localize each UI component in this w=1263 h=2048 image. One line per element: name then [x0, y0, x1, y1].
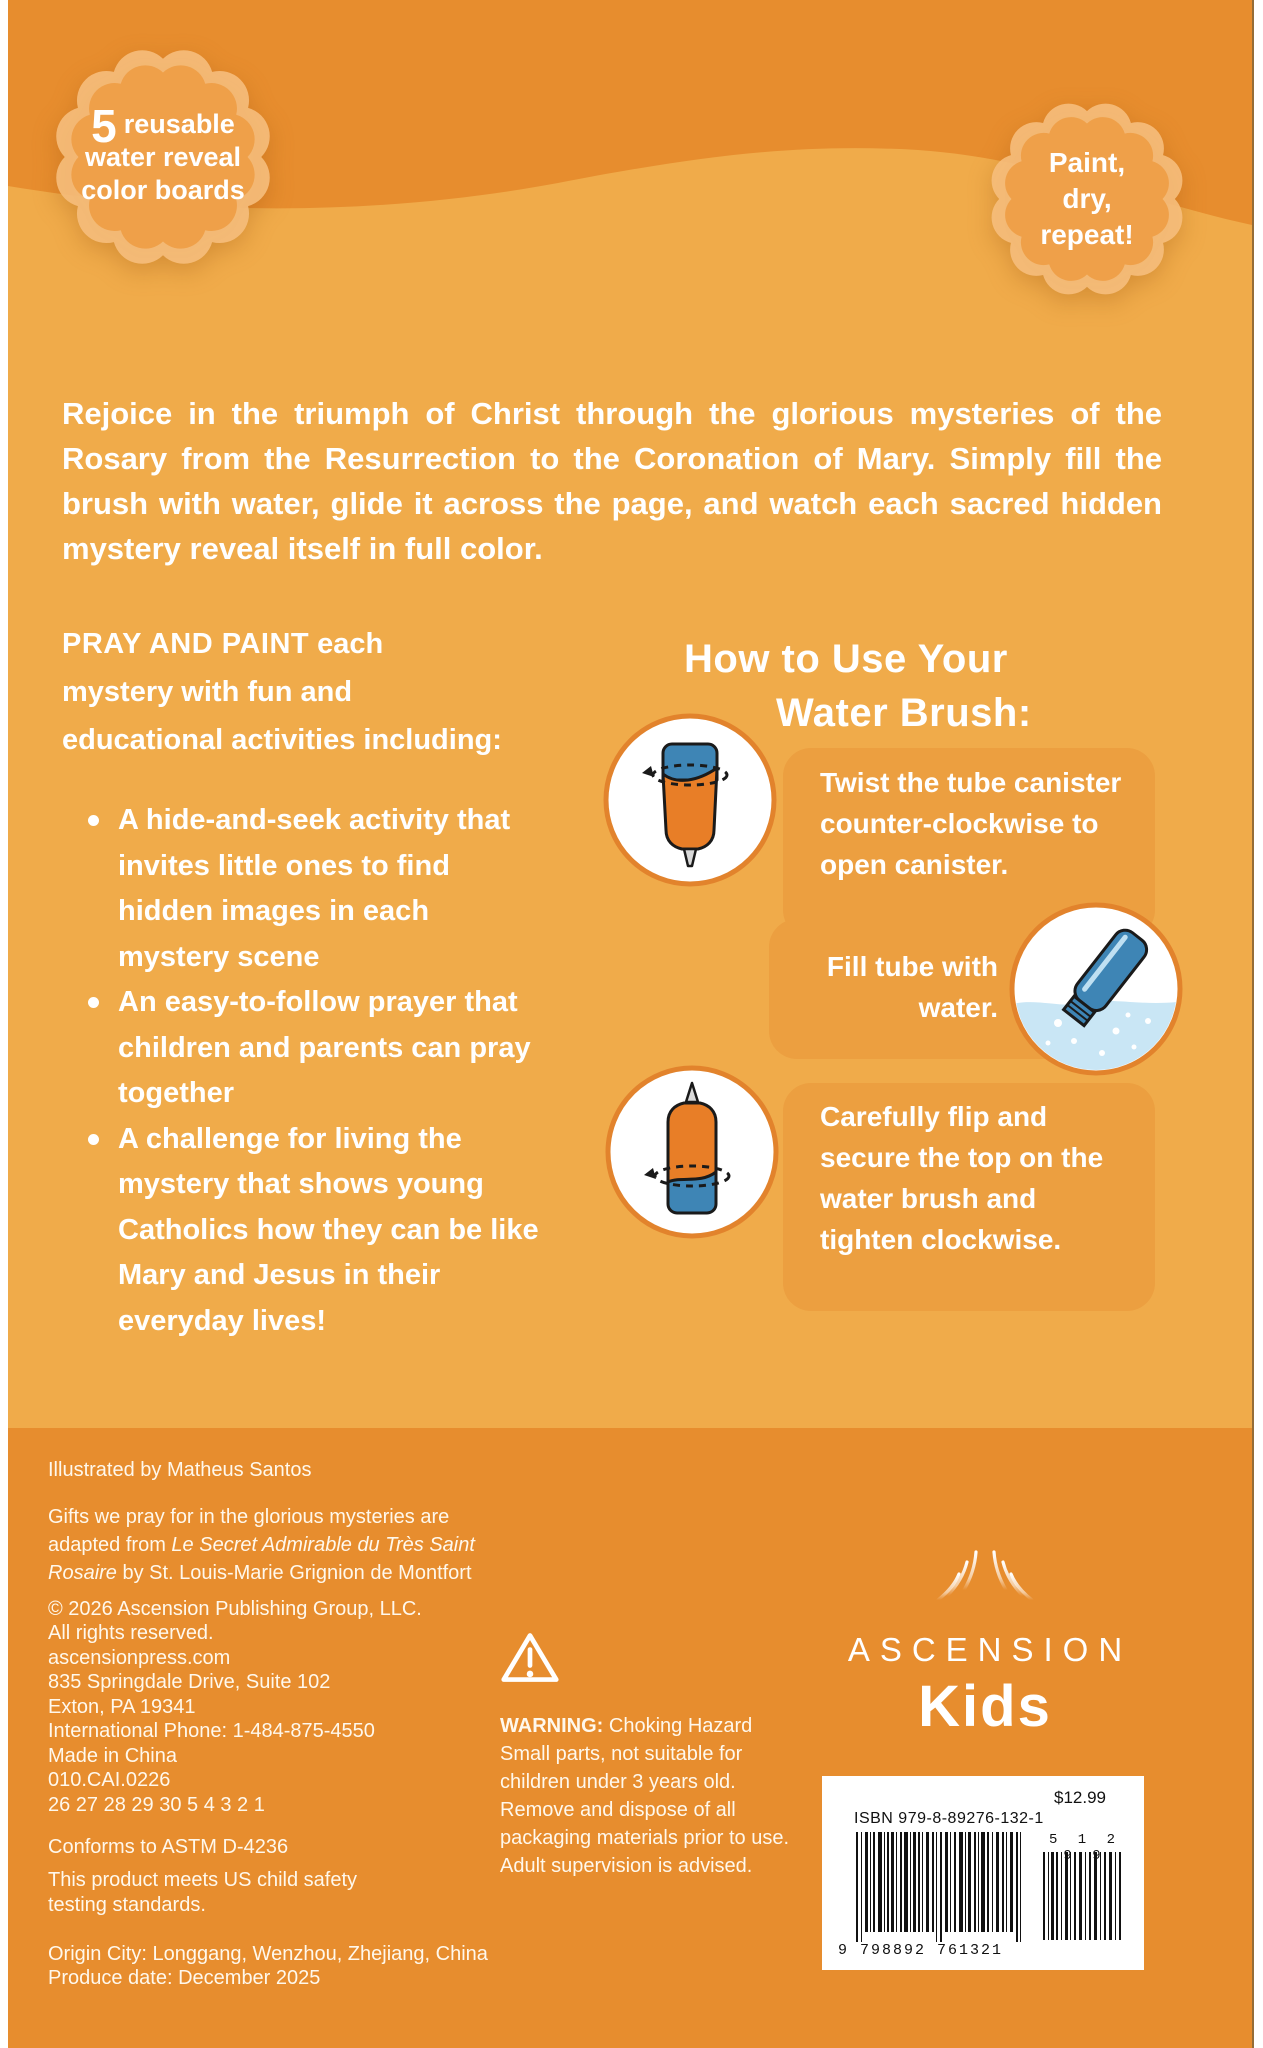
- supplement-barcode: [1043, 1852, 1127, 1942]
- warning-triangle-icon: [500, 1630, 560, 1686]
- ascension-rays-icon: [930, 1542, 1040, 1614]
- pray-and-paint-label: PRAY AND PAINT: [62, 628, 310, 660]
- barcode-panel: [822, 1776, 1144, 1970]
- warning-body: Small parts, not suitable for children under 3 years old. Remove and dispose of all packaging materials prior to use. Adult supervision is advised.: [500, 1743, 790, 1877]
- list-item: A challenge for living the mystery that shows young Catholics how they can be like Mary and Jesus in their everyday lives!: [60, 1117, 548, 1345]
- cover-canvas: [8, 0, 1254, 2048]
- produce-date: Produce date: December 2025: [48, 1967, 321, 1989]
- badge-reusable-text: 5 reusable water reveal color boards: [81, 99, 245, 205]
- source-title: Le Secret Admirable du Très Saint Rosaire: [48, 1533, 475, 1584]
- price-label: $12.99: [1054, 1788, 1106, 1807]
- activities-heading: PRAY AND PAINT each mystery with fun and educational activities including:: [62, 628, 502, 756]
- badge-reusable-boards: [50, 44, 276, 270]
- badge-number: 5: [91, 99, 117, 152]
- publisher-address: 835 Springdale Drive, Suite 102: [48, 1671, 331, 1693]
- badge-paint-dry-repeat: [986, 98, 1188, 300]
- publisher-address: Exton, PA 19341: [48, 1695, 196, 1718]
- badge-paint-text: Paint, dry, repeat!: [1040, 147, 1134, 250]
- made-in-line: Made in China: [48, 1744, 177, 1767]
- brush-twist-icon: [602, 712, 778, 888]
- origin-city: Origin City: Longgang, Wenzhou, Zhejiang, China: [48, 1942, 488, 1965]
- brand-name: ASCENSION: [847, 1631, 1133, 1668]
- safety-statement: This product meets US child safety testing standards.: [48, 1868, 358, 1916]
- bullet-dot-icon: [88, 1134, 99, 1145]
- publisher-website: ascensionpress.com: [48, 1646, 231, 1669]
- isbn-label: ISBN 979-8-89276-132-1: [854, 1810, 1044, 1827]
- publisher-logo: [820, 1542, 1150, 1740]
- list-item: A hide-and-seek activity that invites little ones to find hidden images in each mystery scene: [60, 798, 548, 980]
- supplement-digits: 5 1 2 9 9: [1048, 1832, 1121, 1864]
- copyright-line: All rights reserved.: [48, 1622, 214, 1644]
- copyright-line: © 2026 Ascension Publishing Group, LLC.: [48, 1597, 422, 1620]
- step-1-text: Twist the tube canister counter-clockwise to open canister.: [820, 767, 1122, 880]
- adaptation-note: Gifts we pray for in the glorious mysteries are adapted from Le Secret Admirable du Très Saint Rosaire by St. Louis-Marie Grignion de Montfort: [48, 1505, 475, 1584]
- publisher-phone: International Phone: 1-484-875-4550: [48, 1720, 375, 1742]
- step-3-text: Carefully flip and secure the top on the water brush and tighten clockwise.: [820, 1101, 1104, 1255]
- product-code: 010.CAI.0226: [48, 1769, 171, 1791]
- bullet-dot-icon: [88, 815, 99, 826]
- illustrator-credit: Illustrated by Matheus Santos: [48, 1459, 312, 1481]
- warning-heading: WARNING: Choking Hazard: [500, 1715, 753, 1737]
- tube-water-icon: [1008, 901, 1184, 1077]
- brush-flip-icon: [604, 1064, 780, 1240]
- ean-barcode: [856, 1832, 1024, 1944]
- activities-list: [60, 798, 539, 1344]
- choking-warning: [500, 1630, 818, 1880]
- how-to-title: How to Use Your Water Brush:: [684, 637, 1032, 735]
- ean-digits: 9 798892 761321: [838, 1942, 1004, 1959]
- intro-paragraph: Rejoice in the triumph of Christ through the glorious mysteries of the Rosary from the Resurrection to the Coronation of Mary. Simply fill the brush with water, glide it across the page, and watch each sacred hidden mystery reveal itself in full color.: [62, 396, 1162, 566]
- bullet-dot-icon: [88, 997, 99, 1008]
- footer-credits: [48, 1458, 528, 1991]
- astm-conformance: Conforms to ASTM D-4236: [48, 1836, 289, 1858]
- print-run-line: 26 27 28 29 30 5 4 3 2 1: [48, 1793, 265, 1816]
- step-2-text: Fill tube with water.: [826, 951, 998, 1023]
- brand-sub-name: Kids: [918, 1674, 1052, 1739]
- list-item: An easy-to-follow prayer that children and parents can pray together: [60, 980, 548, 1117]
